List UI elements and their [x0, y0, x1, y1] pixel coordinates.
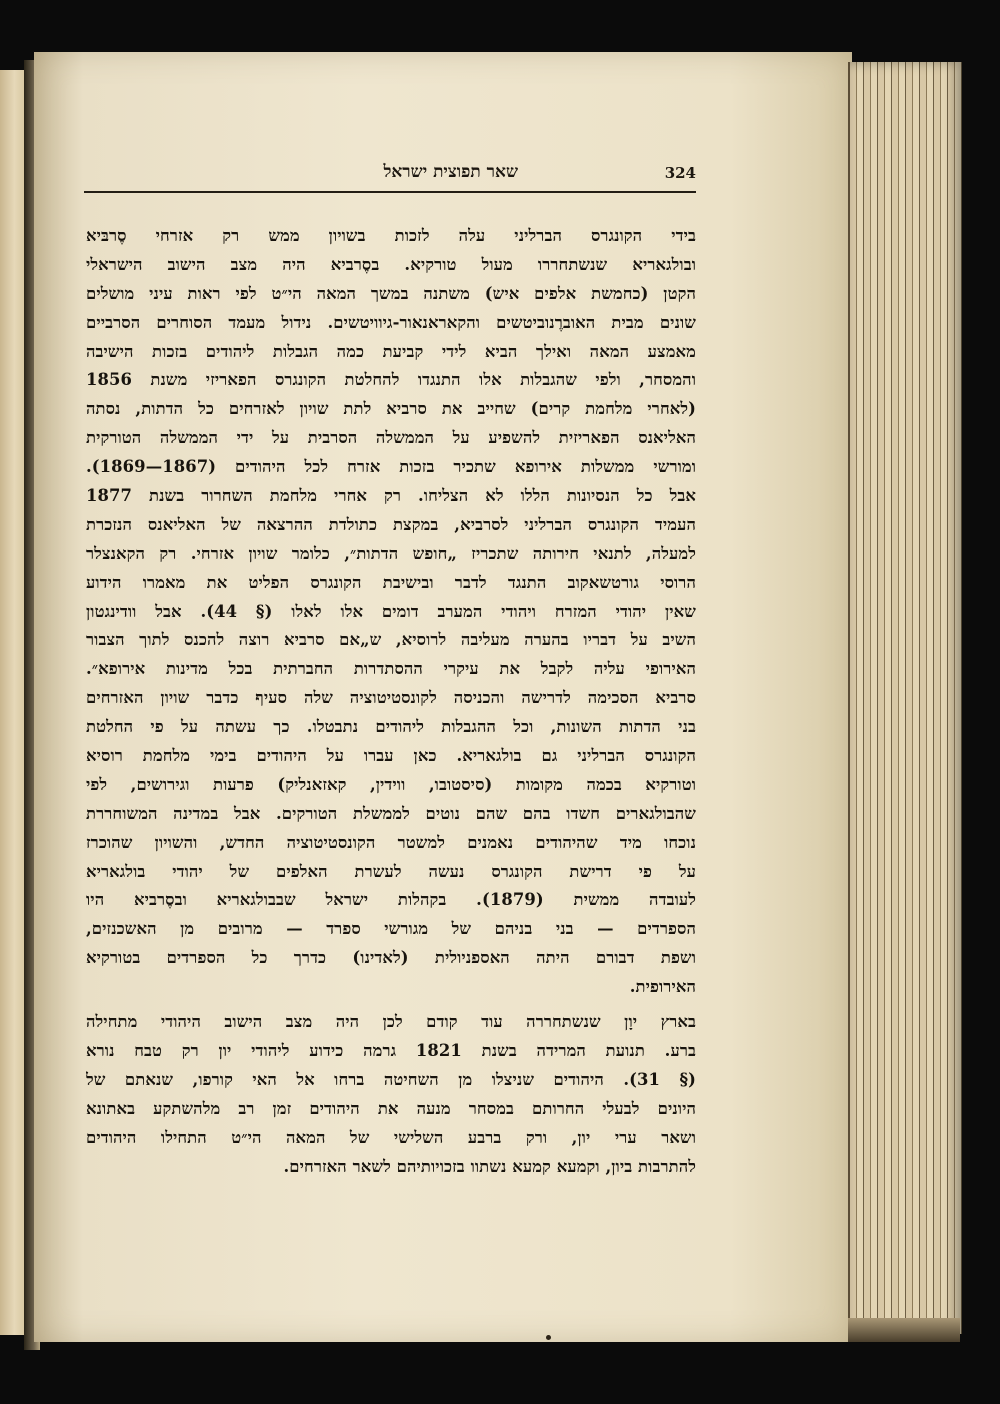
text-line: השיב על דבריו בהערה מעליבה לרוסיא, ש„אם סרביא רוצה להכנס לתוך הצבור: [86, 630, 696, 650]
text-line: הרוסי גורטשאקוב התנגד לדבר ובישיבת הקונגרס הפליט את מאמרו הידוע: [86, 572, 696, 592]
text-line: אבל כל הנסיונות הללו לא הצליחו. רק אחרי מלחמת השחרור בשנת 1877: [86, 486, 696, 506]
text-line: ושפת דבורם היתה האספניולית (לאדינו) כדרך כל הספרדים בטורקיא: [86, 948, 696, 968]
text-line: ברע. תנועת המרידה בשנת 1821 גרמה כידוע ליהודי יון רק טבח נורא: [86, 1040, 696, 1060]
previous-page-edge: [0, 70, 26, 1335]
text-line: מאמצע המאה ואילך הביא לידי קביעת כמה הגבלות ליהודים בזכות הישיבה: [86, 341, 696, 361]
paragraph-2: [86, 1008, 696, 1181]
page-stack-bottom: [848, 1318, 960, 1342]
text-line: הקטן (כחמשת אלפים איש) משתנה במשך המאה הי״ט לפי ראות עיני מושלים: [86, 283, 696, 303]
ink-speck: [546, 1335, 551, 1340]
page-number: 324: [664, 164, 696, 182]
text-line: ומורשי ממשלות אירופא שתכיר בזכות אזרח לכל היהודים (1867—1869).: [86, 457, 696, 477]
text-line: היונים לבעלי החרותם במסחר מנעה את היהודים זמן רב מלהשתקע באתונא: [86, 1098, 696, 1118]
text-line: האירופית.: [629, 977, 696, 997]
text-line: על פי דרישת הקונגרס נעשה לעשרת האלפים של יהודי בולגאריא: [86, 861, 696, 881]
text-line: סרביא הסכימה לדרישה והכניסה לקונסטיטוציה שלה סעיף כדבר שויון האזרחים: [86, 688, 696, 708]
text-line: בידי הקונגרס הברליני עלה לזכות בשויון ממש רק אזרחי סֶרבּיא: [86, 226, 696, 245]
text-line: שאין יהודי המזרח ויהודי המערב דומים אלו לאלו (§ 44). אבל וודינגטון: [86, 601, 696, 621]
text-line: העמיד הקונגרס הברליני לסרביא, במקצת כתולדת ההרצאה של האליאנס הנזכרת: [86, 514, 696, 534]
page-stack-edges: [848, 62, 962, 1334]
text-line: והמסחר, ולפי שהגבלות אלו התנגדו להחלטת הקונגרס הפאריזי משנת 1856: [86, 370, 696, 390]
text-line: הספרדים — בני בניהם של מגורשי ספרד — מרובים מן האשכנזים,: [86, 919, 696, 939]
paragraph-1: [86, 222, 696, 1002]
running-title: שאר תפוצית ישראל: [383, 162, 518, 182]
text-line: לעובדה ממשית (1879). בקהלות ישראל שבבולגאריא ובסֶרביא היו: [86, 890, 696, 910]
text-line: ובולגאריא שנשתחררו מעול טורקיא. בסֶרביא היה מצב הישוב הישראלי: [86, 254, 696, 274]
text-line: (§ 31). היהודים שניצלו מן השחיטה ברחו אל האי קורפו, שנאתם של: [86, 1069, 696, 1089]
text-line: ושאר ערי יון, ורק ברבע השלישי של המאה הי״ט התחילו היהודים: [86, 1127, 696, 1147]
text-line: (לאחרי מלחמת קרים) שחייב את סרביא לתת שויון לאזרחים כל הדתות, נסתה: [86, 399, 696, 419]
running-header: [84, 162, 696, 192]
text-line: שהבולגארים חשדו בהם שהם נוטים לממשלת הטורקים. אבל במדינה המשוחררת: [86, 803, 696, 823]
text-line: הקונגרס הברליני גם בולגאריא. כאן עברו על היהודים בימי מלחמת רוסיא: [86, 746, 696, 766]
text-line: בני הדתות השונות, וכל ההגבלות ליהודים נתבטלו. כך עשתה על פי החלטת: [86, 717, 696, 737]
text-line: האליאנס הפאריזית להשפיע על הממשלה הסרבית על ידי הממשלה הטורקית: [86, 428, 696, 448]
text-line: בארץ יוָן שנשתחררה עוד קודם לכן היה מצב הישוב היהודי מתחילה: [86, 1012, 696, 1032]
body-text: [86, 222, 696, 1181]
header-rule: [84, 191, 696, 193]
text-line: האירופי עליה לקבל את עיקרי ההסתדרות החברתית בכל מדינות אירופא״.: [86, 659, 696, 679]
text-line: נוכחו מיד שהיהודים נאמנים למשטר הקונסטיטוציה החדש, והשויון שהוכרז: [86, 832, 696, 852]
text-line: שונים מבית האוברֶנוביטשים והקאראנאור-גיוויטשים. נידול מעמד הסוחרים הסרביים: [86, 312, 696, 332]
text-line: להתרבות ביון, וקמעא קמעא נשתוו בזכויותיהם לשאר האזרחים.: [283, 1156, 696, 1176]
text-line: וטורקיא בכמה מקומות (סיסטובו, ווידין, קאזאנליק) פרעות וגירושים, לפי: [86, 774, 696, 794]
text-line: למעלה, לתנאי חירותה שתכריז „חופש הדתות״, כלומר שויון אזרחי. רק הקאנצלר: [86, 543, 696, 563]
